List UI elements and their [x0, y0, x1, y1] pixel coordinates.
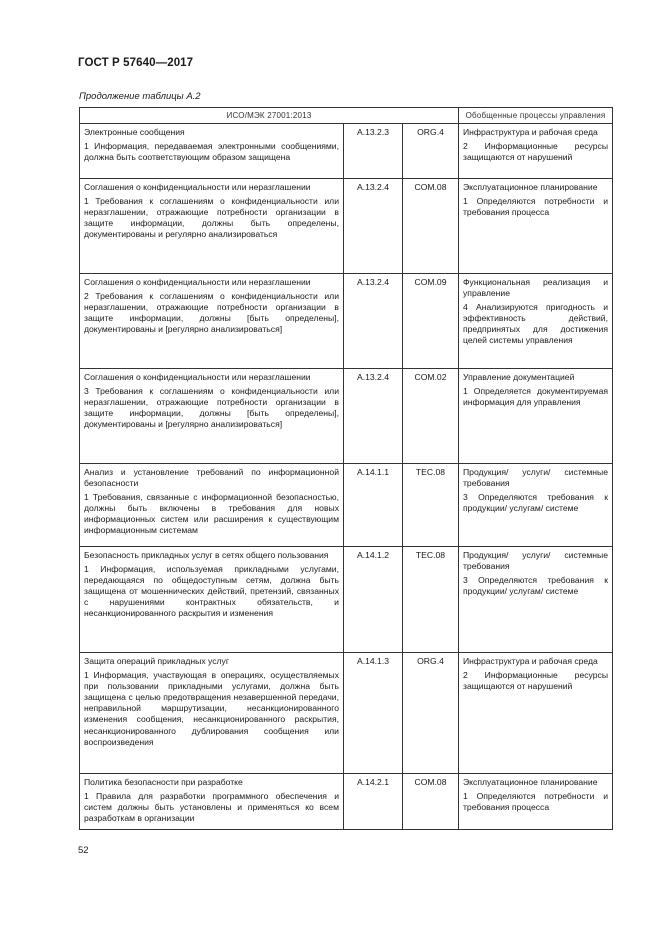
page-number: 52 — [78, 845, 89, 856]
table-row — [80, 774, 613, 830]
process-code: TEC.08 — [403, 547, 459, 653]
process-cell — [459, 547, 613, 653]
process-description: 4 Анализируются пригодность и эффективность действий, предпринятых для достижения целей системы управления — [463, 302, 608, 346]
control-reference: A.14.1.3 — [344, 653, 403, 774]
process-description: 1 Определяются потребности и требования процесса — [463, 196, 608, 218]
process-title: Управление документацией — [463, 372, 575, 382]
control-description: 1 Информация, используемая прикладными услугами, передающаяся по общедоступным сетям, должна быть защищена от мошеннических действий, претензий, связанных с нарушениями контрактных обязательств, и несанкционированного раскрытия и изменения — [84, 564, 339, 619]
control-cell — [80, 369, 344, 464]
control-title: Соглашения о конфиденциальности или неразглашении — [84, 182, 311, 192]
table-caption: Продолжение таблицы А.2 — [79, 91, 201, 102]
process-cell — [459, 464, 613, 547]
control-title: Политика безопасности при разработке — [84, 777, 243, 787]
process-description: 3 Определяются требования к продукции/ услугам/ системе — [463, 575, 608, 597]
process-title: Эксплуатационное планирование — [463, 182, 598, 192]
control-reference: A.13.2.4 — [344, 369, 403, 464]
control-description: 1 Информация, передаваемая электронными сообщениями, должна быть соответствующим образом защищена — [84, 141, 339, 163]
table-row — [80, 124, 613, 179]
process-description: 2 Информационные ресурсы защищаются от нарушений — [463, 141, 608, 163]
control-reference: A.13.2.3 — [344, 124, 403, 179]
process-cell — [459, 653, 613, 774]
control-cell — [80, 464, 344, 547]
process-title: Эксплуатационное планирование — [463, 777, 598, 787]
control-cell — [80, 653, 344, 774]
process-description: 3 Определяются требования к продукции/ услугам/ системе — [463, 492, 608, 514]
control-description: 3 Требования к соглашениям о конфиденциальности или неразглашении, отражающие потребности организации в защите информации, должны [быть определены], документированы и [регулярно анализироваться] — [84, 386, 339, 430]
control-title: Анализ и установление требований по информационной безопасности — [84, 467, 339, 489]
process-code: ORG.4 — [403, 653, 459, 774]
table-row — [80, 464, 613, 547]
control-reference: A.14.1.2 — [344, 547, 403, 653]
control-title: Безопасность прикладных услуг в сетях общего пользования — [84, 550, 329, 560]
header-generic-processes: Обобщенные процессы управления — [459, 108, 613, 124]
process-title: Продукция/ услуги/ системные требования — [463, 550, 608, 572]
control-cell — [80, 124, 344, 179]
process-code: COM.08 — [403, 179, 459, 274]
table-row — [80, 653, 613, 774]
process-cell — [459, 124, 613, 179]
table-row — [80, 179, 613, 274]
table-row — [80, 274, 613, 369]
process-cell — [459, 774, 613, 830]
control-reference: A.14.2.1 — [344, 774, 403, 830]
table-header-row — [80, 108, 613, 124]
mapping-table — [79, 107, 613, 830]
control-description: 1 Правила для разработки программного обеспечения и систем должны быть установлены и применяться ко всем разработкам в организации — [84, 791, 339, 824]
control-description: 2 Требования к соглашениям о конфиденциальности или неразглашении, отражающие потребности организации в защите информации, должны [быть определены], документированы и [регулярно анализироваться] — [84, 291, 339, 335]
control-title: Соглашения о конфиденциальности или неразглашении — [84, 277, 311, 287]
process-description: 1 Определяются потребности и требования процесса — [463, 791, 608, 813]
process-code: COM.02 — [403, 369, 459, 464]
process-cell — [459, 179, 613, 274]
control-description: 1 Информация, участвующая в операциях, осуществляемых при пользовании прикладными услугами, должна быть защищена с целью предотвращения незавершенной передачи, неправильной маршрутизации, несанкционированного изменения сообщения, несанкционированного раскрытия, несанкционированного дублирования сообщения или воспроизведения — [84, 670, 339, 747]
process-description: 2 Информационные ресурсы защищаются от нарушений — [463, 670, 608, 692]
control-cell — [80, 547, 344, 653]
control-title: Защита операций прикладных услуг — [84, 656, 229, 666]
control-reference: A.14.1.1 — [344, 464, 403, 547]
control-description: 1 Требования к соглашениям о конфиденциальности или неразглашении, отражающие потребности организации в защите информации, должны быть определены, документированы и регулярно анализироваться — [84, 196, 339, 240]
control-description: 1 Требования, связанные с информационной безопасностью, должны быть включены в требования для новых информационных систем или расширения к существующим информационным системам — [84, 492, 339, 536]
process-title: Инфраструктура и рабочая среда — [463, 656, 598, 666]
control-cell — [80, 274, 344, 369]
table-row — [80, 369, 613, 464]
process-code: ORG.4 — [403, 124, 459, 179]
process-cell — [459, 369, 613, 464]
header-iso-standard: ИСО/МЭК 27001:2013 — [80, 108, 459, 124]
process-title: Продукция/ услуги/ системные требования — [463, 467, 608, 489]
control-title: Электронные сообщения — [84, 127, 185, 137]
process-code: COM.09 — [403, 274, 459, 369]
control-title: Соглашения о конфиденциальности или неразглашении — [84, 372, 311, 382]
process-code: COM.08 — [403, 774, 459, 830]
control-reference: A.13.2.4 — [344, 274, 403, 369]
process-title: Инфраструктура и рабочая среда — [463, 127, 598, 137]
process-cell — [459, 274, 613, 369]
control-cell — [80, 774, 344, 830]
process-code: TEC.08 — [403, 464, 459, 547]
control-cell — [80, 179, 344, 274]
process-title: Функциональная реализация и управление — [463, 277, 608, 299]
process-description: 1 Определяется документируемая информация для управления — [463, 386, 608, 408]
document-title: ГОСТ Р 57640—2017 — [78, 57, 194, 69]
control-reference: A.13.2.4 — [344, 179, 403, 274]
table-row — [80, 547, 613, 653]
